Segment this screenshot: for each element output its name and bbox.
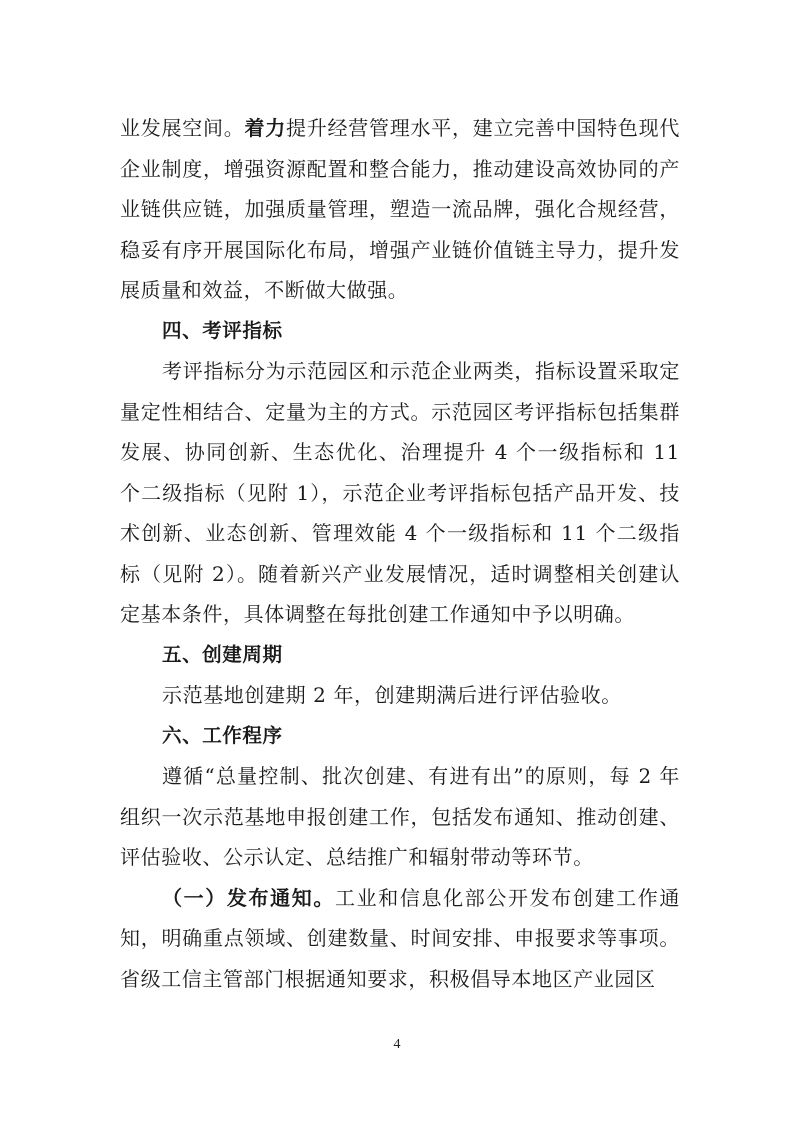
section-heading-4: 四、考评指标	[162, 318, 283, 342]
subheading-publish-notice: （一）发布通知。	[162, 885, 336, 910]
paragraph-text: 业发展空间。	[120, 116, 245, 140]
paragraph-work-procedure: 遵循“总量控制、批次创建、有进有出”的原则，每 2 年组织一次示范基地申报创建工作，包括发布通知、推动创建、评估验收、公示认定、总结推广和辐射带动等环节。	[120, 764, 680, 869]
section-heading-6: 六、工作程序	[162, 723, 283, 747]
paragraph-publish-notice	[120, 878, 680, 1000]
paragraph-creation-period: 示范基地创建期 2 年，创建期满后进行评估验收。	[162, 683, 622, 707]
page-number: 4	[393, 1037, 401, 1052]
paragraph-text: 工业和信息化部公开发布创建工作通知，明确重点领域、创建数量、时间安排、申报要求等事项。省级工信主管部门根据通知要求，积极倡导本地区产业园区	[120, 885, 680, 991]
bold-keyword: 着力	[244, 116, 286, 140]
paragraph-continued	[120, 108, 680, 311]
paragraph-text: 提升经营管理水平，建立完善中国特色现代企业制度，增强资源配置和整合能力，推动建设高效协同的产业链供应链，加强质量管理，塑造一流品牌，强化合规经营，稳妥有序开展国际化布局，增强产业链价值链主导力，提升发展质量和效益，不断做大做强。	[120, 116, 681, 302]
document-body	[120, 108, 680, 999]
section-heading-5: 五、创建周期	[162, 642, 283, 666]
paragraph-evaluation-indicators: 考评指标分为示范园区和示范企业两类，指标设置采取定量定性相结合、定量为主的方式。示范园区考评指标包括集群发展、协同创新、生态优化、治理提升 4 个一级指标和 11 个二级指标（见附 1），示范企业考评指标包括产品开发、技术创新、业态创新、管理效能 4 个一级指标和 11 个二级指标（见附 2）。随着新兴产业发展情况，适时调整相关创建认定基本条件，具体调整在每批创建工作通知中予以明确。	[120, 359, 680, 626]
